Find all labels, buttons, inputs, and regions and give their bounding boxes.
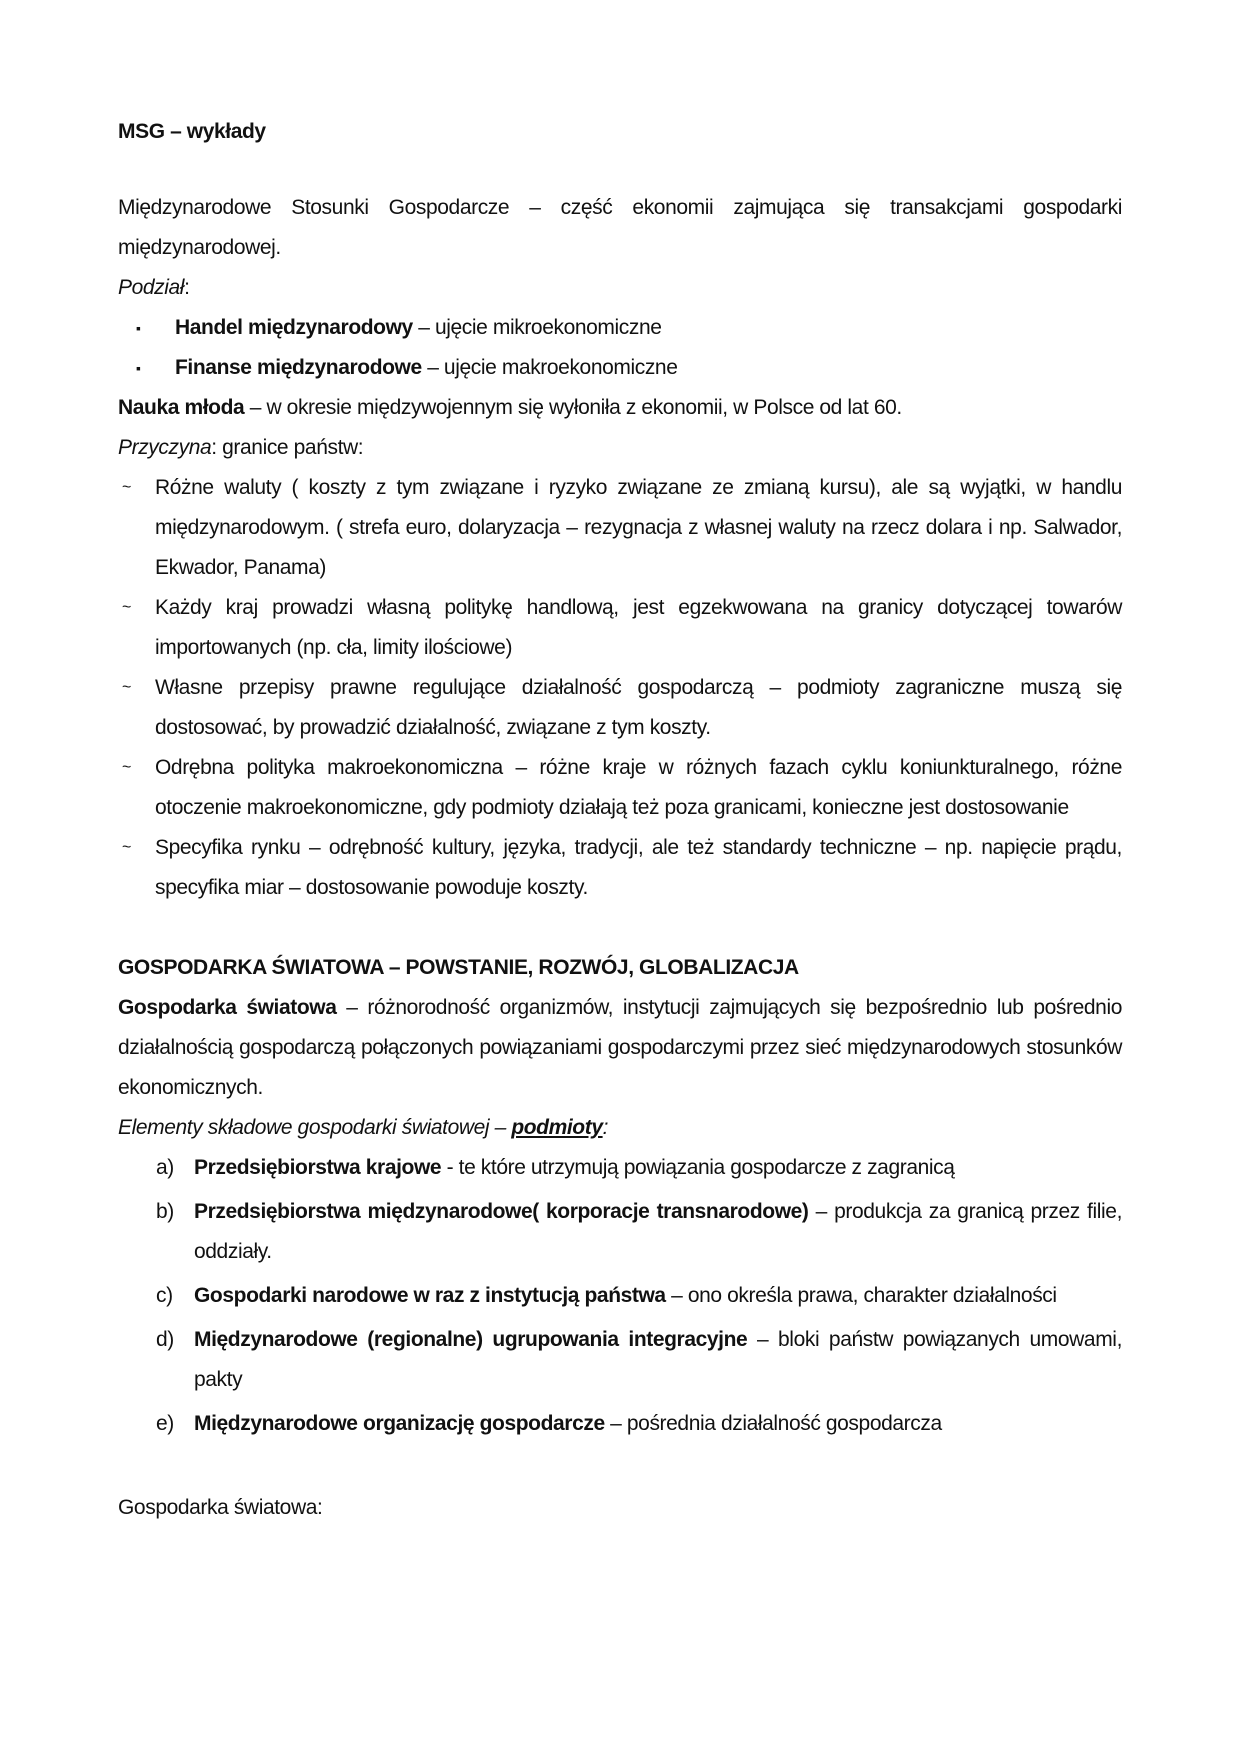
bullet-icon: ▪ — [136, 320, 141, 336]
przyczyna-label: Przyczyna: granice państw: — [118, 436, 364, 459]
list-item: ~ Każdy kraj prowadzi własną politykę handlową, jest egzekwowana na granicy dotyczącej towarów importowanych (np. cła, limity ilościowe) — [118, 588, 1122, 668]
list-item: c) Gospodarki narodowe w raz z instytucją państwa – ono określa prawa, charakter działalności — [156, 1284, 1057, 1307]
tilde-bullet-icon: ~ — [122, 759, 131, 776]
nauka-paragraph: Nauka młoda – w okresie międzywojennym się wyłoniła z ekonomii, w Polsce od lat 60. — [118, 396, 902, 419]
tilde-bullet-icon: ~ — [122, 839, 131, 856]
podzial-label: Podział: — [118, 276, 190, 299]
list-item: ~ Własne przepisy prawne regulujące działalność gospodarczą – podmioty zagraniczne muszą się dostosować, by prowadzić działalność, związane z tym koszty. — [118, 668, 1122, 748]
definition-paragraph: Gospodarka światowa – różnorodność organizmów, instytucji zajmujących się bezpośrednio lub pośrednio działalnością gospodarczą połączonych powiązaniami gospodarczymi przez sieć międzynarodowych stosunków ekonomicznych. — [118, 996, 1122, 1099]
tilde-bullet-icon: ~ — [122, 479, 131, 496]
intro-paragraph: Międzynarodowe Stosunki Gospodarcze – część ekonomii zajmująca się transakcjami gospodarki międzynarodowej. — [118, 196, 1122, 259]
list-item: a) Przedsiębiorstwa krajowe - te które utrzymują powiązania gospodarcze z zagranicą — [156, 1156, 955, 1179]
document-page — [118, 112, 1122, 1528]
list-item: b) Przedsiębiorstwa międzynarodowe( korporacje transnarodowe) – produkcja za granicą przez filie, oddziały. — [156, 1200, 1122, 1263]
tilde-bullet-icon: ~ — [122, 599, 131, 616]
list-item: e) Międzynarodowe organizację gospodarcze – pośrednia działalność gospodarcza — [156, 1412, 942, 1435]
section-heading: GOSPODARKA ŚWIATOWA – POWSTANIE, ROZWÓJ, GLOBALIZACJA — [118, 956, 799, 979]
tilde-bullet-icon: ~ — [122, 679, 131, 696]
list-item: ▪ Handel międzynarodowy – ujęcie mikroekonomiczne — [118, 308, 1122, 348]
list-item: ~ Specyfika rynku – odrębność kultury, języka, tradycji, ale też standardy techniczne – np. napięcie prądu, specyfika miar – dostosowanie powoduje koszty. — [118, 828, 1122, 908]
bullet-icon: ▪ — [136, 360, 141, 376]
list-item: ▪ Finanse międzynarodowe – ujęcie makroekonomiczne — [118, 348, 1122, 388]
list-item: ~ Odrębna polityka makroekonomiczna – różne kraje w różnych fazach cyklu koniunkturalnego, różne otoczenie makroekonomiczne, gdy podmioty działają też poza granicami, konieczne jest dostosowanie — [118, 748, 1122, 828]
document-title: MSG – wykłady — [118, 120, 266, 143]
list-item: d) Międzynarodowe (regionalne) ugrupowania integracyjne – bloki państw powiązanych umowami, pakty — [156, 1328, 1123, 1391]
list-item: ~ Różne waluty ( koszty z tym związane i ryzyko związane ze zmianą kursu), ale są wyjątki, w handlu międzynarodowym. ( strefa euro, dolaryzacja – rezygnacja z własnej waluty na rzecz dolara i np. Salwador, Ekwador, Panama) — [118, 468, 1122, 588]
closing-line: Gospodarka światowa: — [118, 1496, 323, 1519]
elements-label: Elementy składowe gospodarki światowej – podmioty: — [118, 1116, 609, 1139]
elements-list — [118, 1148, 1122, 1444]
